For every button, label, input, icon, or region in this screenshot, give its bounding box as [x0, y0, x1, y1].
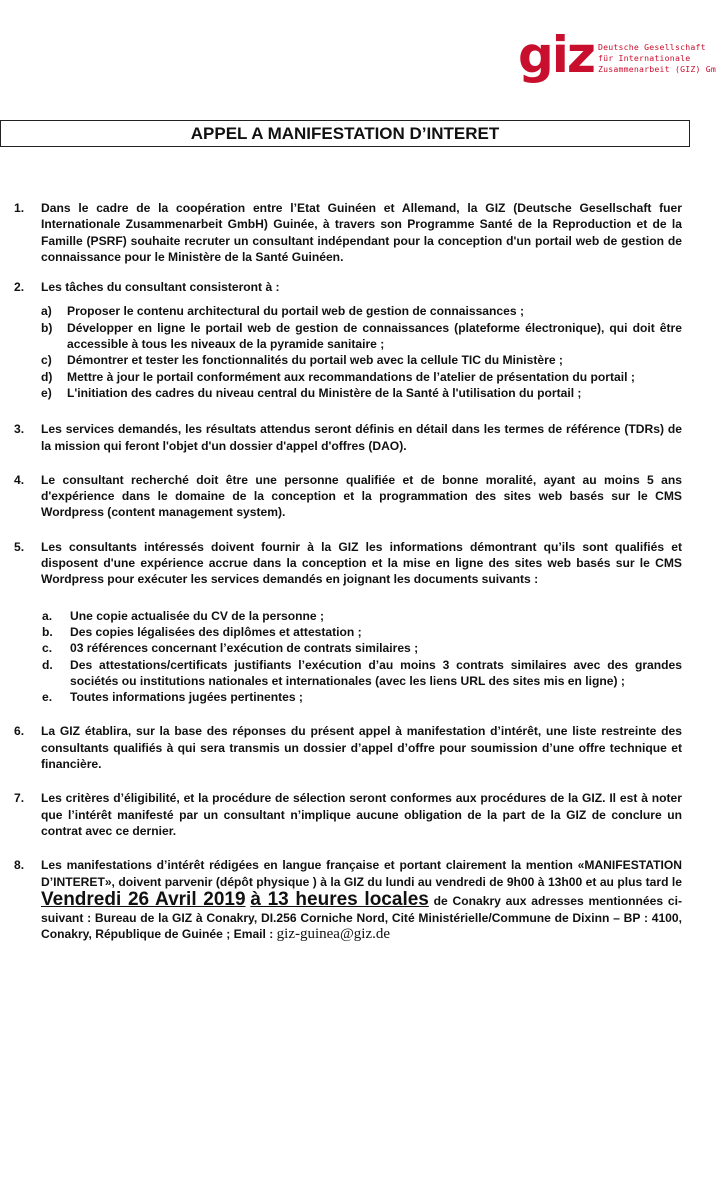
task-marker: a)	[41, 304, 52, 319]
task-marker: d)	[41, 369, 53, 384]
logo-line-2: für Internationale	[598, 53, 691, 63]
task-item	[41, 385, 682, 401]
deadline-date: Vendredi 26 Avril 2019	[41, 888, 246, 910]
task-marker: e)	[41, 385, 52, 400]
giz-logo	[518, 26, 720, 88]
item-text: Dans le cadre de la coopération entre l’Etat Guinéen et Allemand, la GIZ (Deutsche Gesellschaft fuer Internationale Zusammenarbeit GmbH) Guinée, à travers son Programme Santé de la Reproduction et de la Famille (PSRF) souhaite recruter un consultant indépendant pour la conception d'un portail web de gestion de connaissance pour le Ministère de la Santé Guinéen.	[41, 201, 682, 264]
item-3	[14, 421, 682, 454]
task-item	[41, 303, 682, 319]
email-address: giz-guinea@giz.de	[276, 926, 391, 943]
document-item	[14, 624, 682, 640]
item-intro: Les consultants intéressés doivent fournir à la GIZ les informations démontrant qu’ils sont qualifiés et disposent d'une expérience accrue dans la conception et la mise en ligne des sites web basés sur le CMS Wordpress pour exécuter les services demandés en joignant les documents suivants :	[41, 539, 682, 587]
item-5	[14, 539, 682, 706]
task-text: Démontrer et tester les fonctionnalités du portail web avec la cellule TIC du Ministère ;	[67, 353, 563, 368]
item-number: 5.	[14, 539, 25, 554]
task-marker: b)	[41, 320, 53, 335]
item-text: Les services demandés, les résultats attendus seront définis en détail dans les termes de référence (TDRs) de la mission qui feront l'objet d'un dossier d'appel d'offres (DAO).	[41, 422, 682, 453]
document-text: 03 références concernant l’exécution de contrats similaires ;	[70, 641, 419, 656]
document-item	[14, 657, 682, 690]
task-text: Proposer le contenu architectural du portail web de gestion de connaissances ;	[67, 304, 524, 319]
item-1	[14, 200, 682, 265]
task-text: L'initiation des cadres du niveau central du Ministère de la Santé à l'utilisation du portail ;	[67, 385, 582, 400]
item-number: 8.	[14, 858, 25, 873]
logo-line-1: Deutsche Gesellschaft	[598, 42, 706, 52]
document-text: Des copies légalisées des diplômes et attestation ;	[70, 624, 362, 639]
document-marker: e.	[42, 690, 53, 705]
task-text: Développer en ligne le portail web de gestion de connaissances (plateforme électronique), qui doit être accessible à tous les niveaux de la pyramide sanitaire ;	[67, 320, 682, 352]
item-8	[14, 857, 682, 942]
deadline-time: à 13 heures locales	[250, 888, 429, 910]
document-item	[14, 640, 682, 656]
item-4	[14, 472, 682, 521]
item-number: 7.	[14, 791, 25, 806]
document-title: APPEL A MANIFESTATION D’INTERET	[0, 120, 690, 147]
item-number: 1.	[14, 201, 25, 215]
document-body	[14, 200, 682, 942]
document-text: Des attestations/certificats justifiants l’exécution d’au moins 3 contrats similaires avec des grandes sociétés ou institutions nationales et internationales (avec les liens URL des sites mis en ligne) ;	[70, 657, 682, 688]
task-item	[41, 352, 682, 368]
item-number: 2.	[14, 280, 25, 295]
document-marker: a.	[42, 608, 53, 623]
item-text: Les critères d’éligibilité, et la procédure de sélection seront conformes aux procédures de la GIZ. Il est à noter que l’intérêt manifesté par un consultant n’implique aucune obligation de la part de la GIZ de conclure un contrat avec ce dernier.	[41, 791, 682, 838]
item-2	[14, 279, 682, 401]
task-item	[41, 320, 682, 353]
item-text: Les manifestations d’intérêt rédigées en langue française et portant clairement la mention «MANIFESTATION D’INTERET», doivent parvenir (dépôt physique ) à la GIZ du lundi au vendredi de 9h00 à 13h00 et au plus tard le	[41, 858, 682, 889]
document-item	[14, 608, 682, 624]
item-6	[14, 723, 682, 772]
document-text: Une copie actualisée du CV de la personne ;	[70, 608, 325, 623]
document-marker: c.	[42, 641, 53, 656]
item-intro: Les tâches du consultant consisteront à :	[41, 280, 280, 295]
document-marker: b.	[42, 624, 53, 639]
item-text: Le consultant recherché doit être une personne qualifiée et de bonne moralité, ayant au moins 5 ans d'expérience dans le domaine de la conception et la programmation des sites web basés sur le CMS Wordpress (content management system).	[41, 472, 682, 520]
item-number: 6.	[14, 724, 25, 739]
logo-line-3: Zusammenarbeit (GIZ) Gm	[598, 64, 716, 74]
task-marker: c)	[41, 353, 52, 368]
item-text: La GIZ établira, sur la base des réponses du présent appel à manifestation d’intérêt, une liste restreinte des consultants qualifiés à qui sera transmis un dossier d’appel d’offre pour soumission d’une offre technique et financière.	[41, 724, 682, 772]
document-text: Toutes informations jugées pertinentes ;	[70, 690, 303, 705]
task-item	[41, 369, 682, 385]
item-7	[14, 790, 682, 839]
giz-logo-word: giz	[518, 26, 595, 84]
task-text: Mettre à jour le portail conformément aux recommandations de l’atelier de présentation du portail ;	[67, 369, 635, 384]
document-marker: d.	[42, 657, 53, 672]
giz-logo-tagline	[598, 42, 716, 75]
item-number: 4.	[14, 472, 25, 487]
task-list	[41, 303, 682, 401]
item-text-address: de Conakry aux adresses mentionnées ci-suivant : Bureau de la GIZ à Conakry, DI.256 Corniche Nord, Cité Ministérielle/Commune de Dixinn – BP : 4100, Conakry, République de Guinée ; Email :	[41, 893, 682, 942]
document-item	[14, 689, 682, 705]
item-number: 3.	[14, 422, 25, 437]
document-list	[14, 608, 682, 706]
